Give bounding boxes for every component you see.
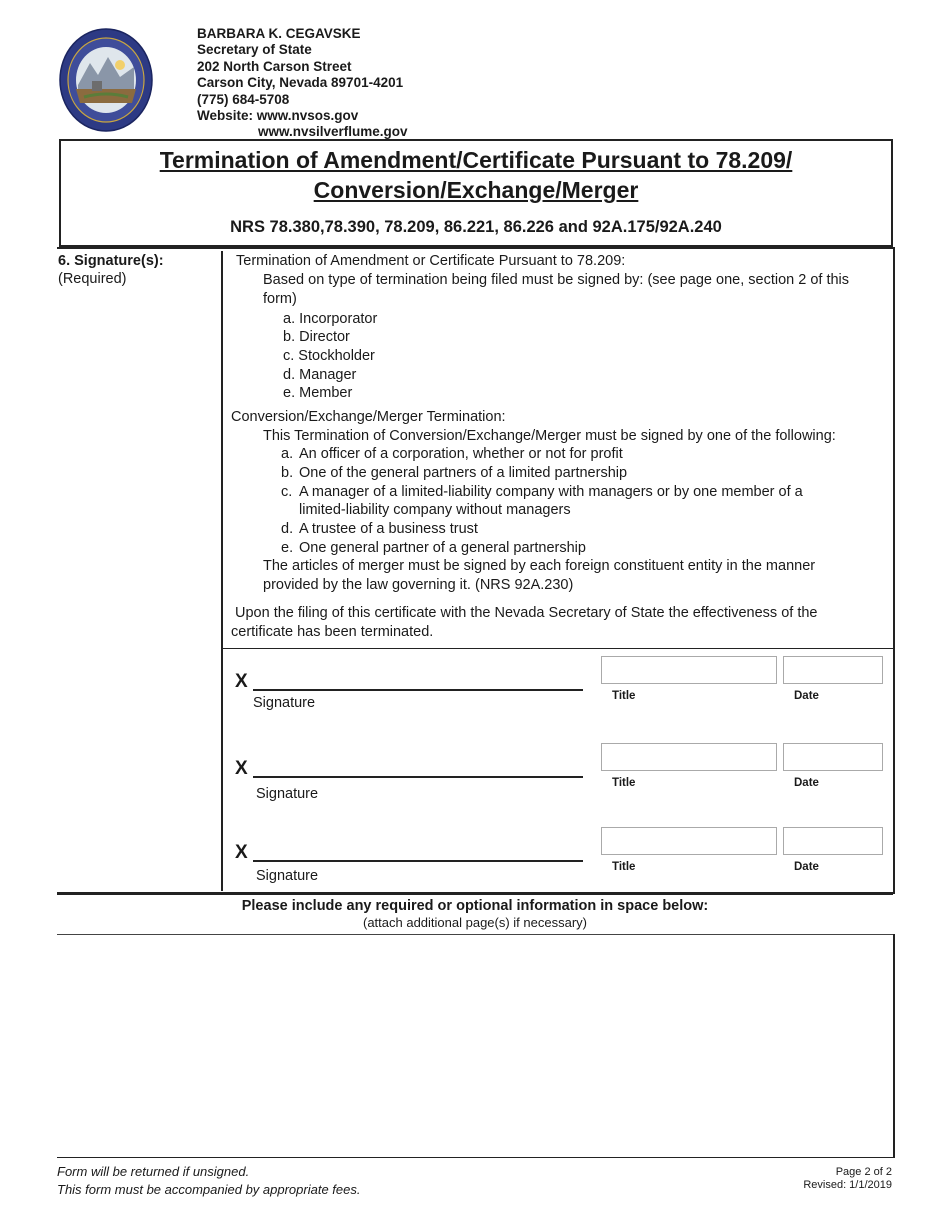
- signature-x-mark: X: [235, 758, 248, 779]
- sos-street: 202 North Carson Street: [197, 58, 352, 74]
- form-title-line-1: Termination of Amendment/Certificate Pursuant to 78.209/: [159, 147, 793, 173]
- termination-item: d. Manager: [283, 367, 357, 383]
- date-label: Date: [794, 777, 819, 789]
- signature-label: Signature: [256, 786, 319, 802]
- sos-phone: (775) 684-5708: [197, 91, 290, 107]
- termination-heading: Termination of Amendment or Certificate Pursuant to 78.209:: [236, 253, 626, 269]
- revised-date: Revised: 1/1/2019: [803, 1179, 892, 1191]
- section-bottom-rule: [57, 892, 893, 895]
- title-label: Title: [612, 690, 636, 702]
- form-title-line-2: Conversion/Exchange/Merger: [313, 177, 639, 203]
- section-required: (Required): [58, 271, 127, 287]
- date-field-2[interactable]: [783, 743, 883, 771]
- termination-item: c. Stockholder: [283, 348, 375, 364]
- title-field-3[interactable]: [601, 827, 777, 855]
- signature-x-mark: X: [235, 671, 248, 692]
- additional-info-heading: Please include any required or optional information in space below:: [241, 898, 709, 914]
- cem-item-letter: e.: [281, 540, 294, 556]
- articles-note-2: provided by the law governing it. (NRS 92A.230): [263, 577, 574, 593]
- footer-fees-note: This form must be accompanied by appropriate fees.: [57, 1182, 361, 1197]
- cem-item-text: One general partner of a general partnership: [299, 540, 586, 556]
- sos-website[interactable]: Website: www.nvsos.gov: [197, 108, 359, 124]
- nevada-state-seal-icon: [58, 27, 154, 133]
- sos-website-2[interactable]: www.nvsilverflume.gov: [258, 124, 408, 140]
- cem-item-letter: d.: [281, 521, 294, 537]
- section-divider: [221, 251, 223, 891]
- cem-item-letter: b.: [281, 465, 294, 481]
- termination-item: e. Member: [283, 385, 353, 401]
- additional-info-subheading: (attach additional page(s) if necessary): [362, 915, 587, 930]
- form-title-box: [59, 139, 893, 247]
- sos-city: Carson City, Nevada 89701-4201: [197, 75, 404, 91]
- termination-item: b. Director: [283, 329, 350, 345]
- title-field-2[interactable]: [601, 743, 777, 771]
- page-number: Page 2 of 2: [835, 1166, 892, 1178]
- termination-intro-2: form): [263, 291, 297, 307]
- signature-line-2[interactable]: [253, 776, 583, 778]
- date-label: Date: [794, 690, 819, 702]
- date-field-1[interactable]: [783, 656, 883, 684]
- title-field-1[interactable]: [601, 656, 777, 684]
- cem-item-text: A manager of a limited-liability company with managers or by one member of a: [299, 484, 803, 500]
- title-label: Title: [612, 777, 636, 789]
- termination-intro-1: Based on type of termination being filed must be signed by: (see page one, section 2 of this: [263, 272, 850, 288]
- cem-item-text: One of the general partners of a limited partnership: [299, 465, 628, 481]
- cem-item-text: A trustee of a business trust: [299, 521, 478, 537]
- section-divider-horizontal: [223, 648, 894, 649]
- signature-x-mark: X: [235, 842, 248, 863]
- termination-item: a. Incorporator: [283, 311, 378, 327]
- additional-info-area[interactable]: [57, 936, 893, 1156]
- date-label: Date: [794, 861, 819, 873]
- cem-item-text: limited-liability company without managers: [299, 502, 571, 518]
- signature-label: Signature: [256, 868, 319, 884]
- cem-intro: This Termination of Conversion/Exchange/Merger must be signed by one of the following:: [263, 428, 836, 444]
- cem-item-letter: c.: [281, 484, 293, 500]
- articles-note-1: The articles of merger must be signed by each foreign constituent entity in the manner: [263, 558, 816, 574]
- sos-office: Secretary of State: [197, 42, 312, 58]
- info-area-border: [893, 934, 895, 1158]
- sos-name: BARBARA K. CEGAVSKE: [197, 26, 361, 41]
- sos-contact-block: [197, 26, 408, 141]
- nrs-citation: NRS 78.380,78.390, 78.209, 86.221, 86.226 and 92A.175/92A.240: [230, 218, 722, 236]
- signature-line-3[interactable]: [253, 860, 583, 862]
- cem-item-letter: a.: [281, 446, 294, 462]
- cem-item-text: An officer of a corporation, whether or not for profit: [299, 446, 623, 462]
- date-field-3[interactable]: [783, 827, 883, 855]
- signature-label: Signature: [253, 695, 316, 711]
- section-label: 6. Signature(s):: [58, 253, 164, 269]
- upon-filing-2: certificate has been terminated.: [231, 624, 434, 640]
- additional-info-rule: [57, 934, 893, 935]
- title-label: Title: [612, 861, 636, 873]
- signature-line-1[interactable]: [253, 689, 583, 691]
- cem-heading: Conversion/Exchange/Merger Termination:: [231, 409, 506, 425]
- form-title: [61, 145, 891, 205]
- upon-filing-1: Upon the filing of this certificate with the Nevada Secretary of State the effectiveness of the: [235, 605, 818, 621]
- footer-rule: [57, 1157, 895, 1158]
- footer-unsigned-note: Form will be returned if unsigned.: [57, 1164, 250, 1179]
